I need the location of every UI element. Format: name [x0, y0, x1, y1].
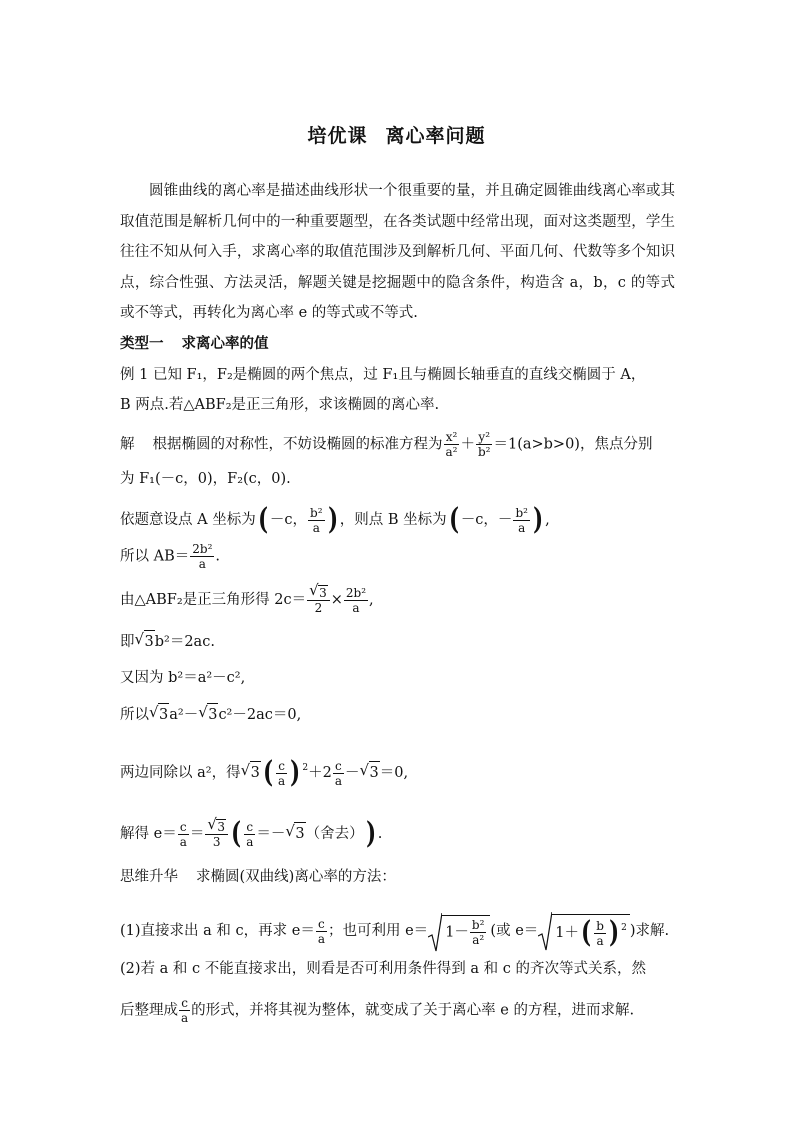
title-part2: 离心率问题	[385, 125, 486, 147]
fraction-y2-b2: $\frac{\text{y²}}{\text{b²}}$	[477, 430, 491, 459]
method1-text-b: ；也可利用 e＝	[327, 923, 429, 939]
method2-text-b: 的形式，并将其视为整体，就变成了关于离心率 e 的方程，进而求解.	[191, 1002, 635, 1019]
solution-text1: 根据椭圆的对称性，不妨设椭圆的标准方程为	[152, 436, 443, 453]
page-title	[0, 121, 793, 148]
example1-line1	[120, 364, 645, 386]
type1-label: 类型一	[120, 335, 164, 352]
title-part1: 培优课	[307, 125, 368, 147]
divide-text: 两边同除以 a²，得	[120, 765, 241, 781]
solve-note: （舍去）	[305, 826, 364, 842]
ie-text: 即	[120, 634, 135, 650]
step-so: 所以√ 3a²－√ 3c²－2ac＝0,	[120, 703, 301, 726]
method2-line2: 后整理成 $\frac{c}{a}$ 的形式，并将其视为整体，就变成了关于离心率 e 的方程，进而求解.	[120, 996, 635, 1025]
sqrt-one-plus: 1＋( $\frac{b}{a}$ ) $^2$	[538, 914, 630, 948]
type1-title: 求离心率的值	[181, 335, 269, 352]
equilateral-text: 由△ABF₂是正三角形得 2c＝	[120, 592, 307, 608]
point-b-text: ，则点 B 坐标为	[339, 512, 447, 528]
solution-label: 解	[120, 436, 135, 453]
solution-line2: 为 F₁(－c，0)，F₂(c，0).	[120, 471, 291, 487]
step-divide: 两边同除以 a²，得√ 3 ( $\frac{c}{a}$ ) $^2$＋2 $\frac{c}{a}$ －√ 3＝0,	[120, 757, 408, 788]
solution-text2: ＝1(a>b>0)，焦点分别	[493, 436, 653, 453]
method2-line1: (2)若 a 和 c 不能直接求出，则看是否可利用条件得到 a 和 c 的齐次等式关系，然	[120, 961, 646, 977]
intro-paragraph: 圆锥曲线的离心率是描述曲线形状一个很重要的量，并且确定圆锥曲线离心率或其取值范围是解析几何中的一种重要题型，在各类试题中经常出现，面对这类题型，学生往往不知从何入手，求离心率的取值范围涉及到解析几何、平面几何、代数等多个知识点，综合性强、方法灵活，解题关键是挖掘题中的隐含条件，构造含 a，b，c 的等式或不等式，再转化为离心率 e 的等式或不等式.	[120, 183, 675, 321]
example1-text1: 已知 F₁，F₂是椭圆的两个焦点，过 F₁且与椭圆长轴垂直的直线交椭圆于 A，	[152, 367, 646, 383]
ab-text: 所以 AB＝	[120, 548, 190, 565]
so-text: 所以	[120, 707, 149, 723]
thinking-heading	[120, 866, 396, 888]
method2-text-a: 后整理成	[120, 1002, 178, 1019]
thinking-label: 思维升华	[120, 869, 178, 885]
step-solve: 解得 e＝ $\frac{c}{a}$ ＝ √ $\frac{3}{3}$ ( $\frac{c}{a}$ ＝－√ 3（舍去）) .	[120, 819, 382, 849]
ie-eq: b²＝2ac.	[154, 634, 215, 650]
step-point-coords: 依题意设点 A 坐标为( －c， $\frac{\text{b²}}{a}$ ) ，则点 B 坐标为( －c，－ $\frac{\text{b²}}{a}$ ) ,	[120, 502, 550, 537]
point-a-text: 依题意设点 A 坐标为	[120, 512, 256, 528]
thinking-title: 求椭圆(双曲线)离心率的方法：	[196, 869, 396, 885]
type1-heading	[120, 333, 269, 355]
step-ab-length: 所以 AB＝ $\frac{\text{2b²}}{a}$ .	[120, 542, 220, 571]
method1-text-c: (或 e＝	[490, 923, 539, 939]
fraction-x2-a2: $\frac{\text{x²}}{\text{a²}}$	[445, 430, 458, 459]
solution-line1: 解 根据椭圆的对称性，不妨设椭圆的标准方程为 $\frac{\text{x²}}{\text{a²}}$ ＋ $\frac{\text{y²}}{\text{b²}}$ ＝1(a>b>0)，焦点分别	[120, 430, 653, 459]
solve-text: 解得 e＝	[120, 826, 177, 842]
step-equilateral: 由△ABF₂是正三角形得 2c＝ √ $\frac{3}{2}$ × $\frac{\text{2b²}}{a}$ ,	[120, 585, 374, 615]
example1-label: 例 1	[120, 367, 149, 383]
step-ie: 即√ 3b²＝2ac.	[120, 630, 215, 653]
method1-text-a: (1)直接求出 a 和 c，再求 e＝	[120, 923, 315, 939]
example1-line2: B 两点.若△ABF₂是正三角形，求该椭圆的离心率.	[120, 397, 440, 413]
sqrt-one-minus: 1－ $\frac{\text{b²}}{\text{a²}}$	[428, 915, 490, 947]
step-because: 又因为 b²＝a²－c²,	[120, 670, 246, 686]
method1-text-d: )求解.	[629, 923, 670, 939]
method1-line: (1)直接求出 a 和 c，再求 e＝ $\frac{c}{a}$ ；也可利用 e＝ 1－ $\frac{\text{b²}}{\text{a²}}$ (或 e＝ 1＋( $\frac{b}{a}$ ) $^2$ )求解.	[120, 914, 669, 948]
